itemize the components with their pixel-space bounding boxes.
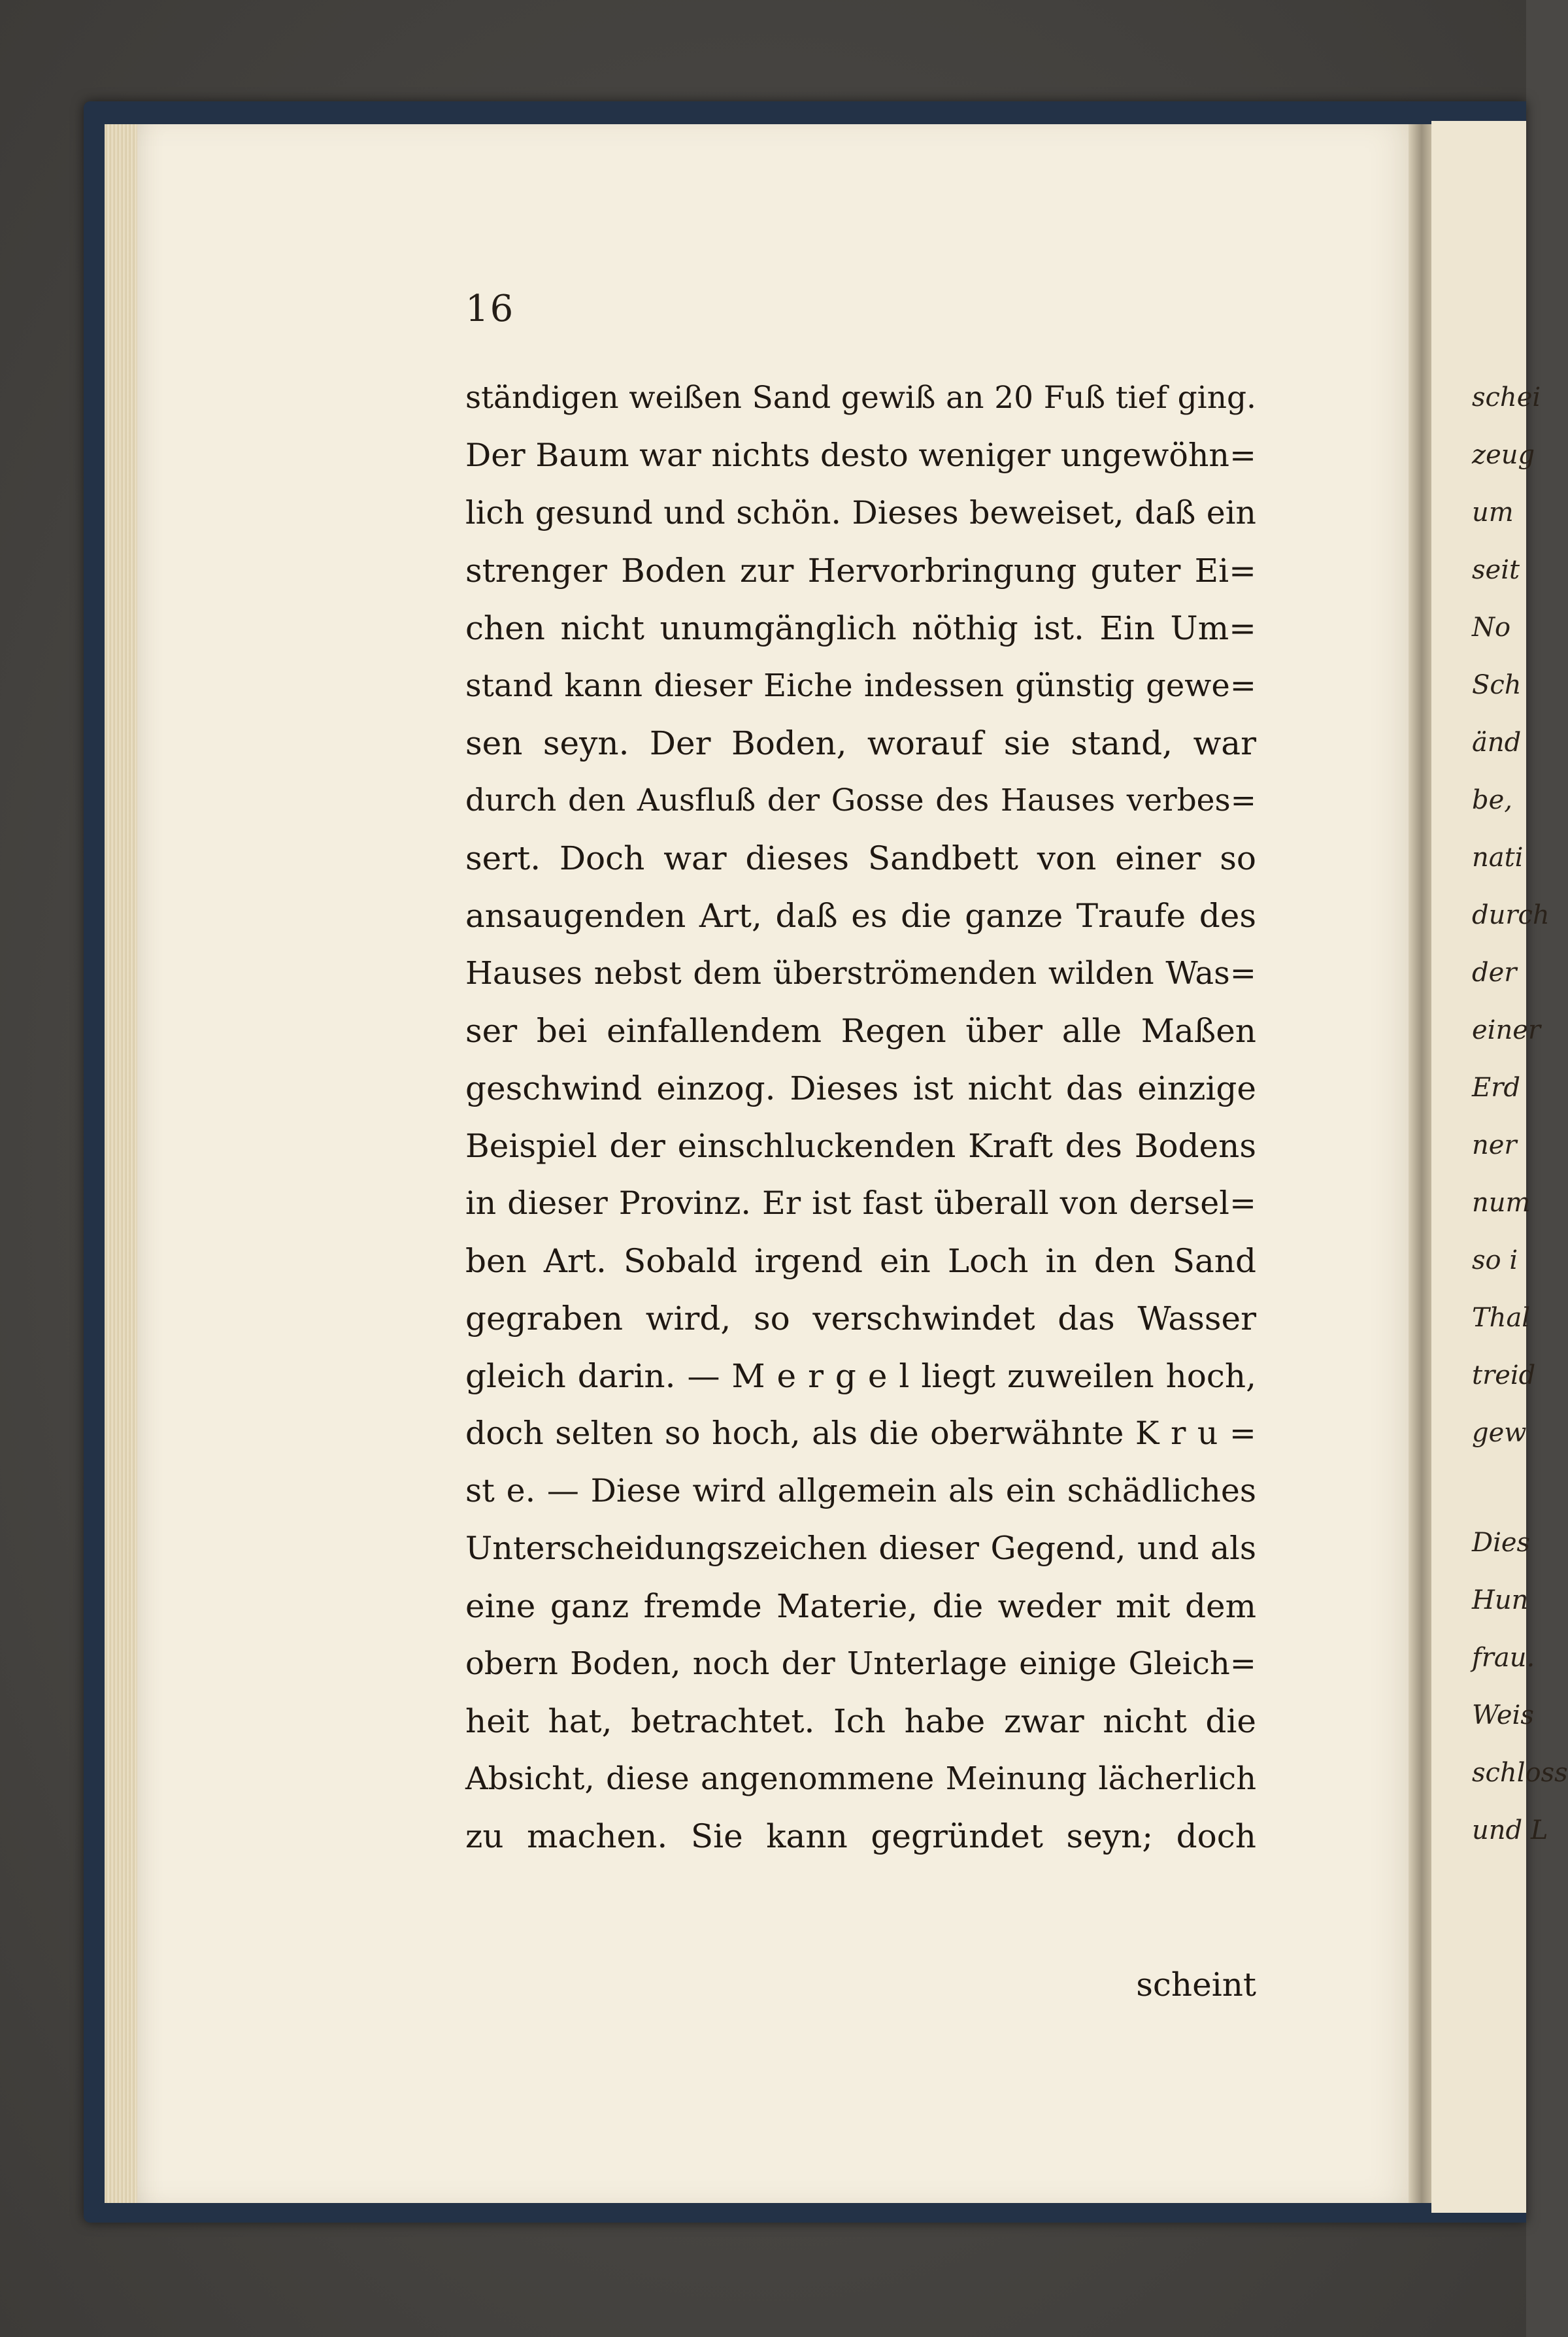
text-line: eine ganz fremde Materie, die weder mit dem [465,1587,1256,1625]
text-line: ser bei einfallendem Regen über alle Maßen [465,1012,1256,1050]
text-line: Beispiel der einschluckenden Kraft des Bodens [465,1127,1256,1165]
text-line: zu machen. Sie kann gegründet seyn; doch [465,1817,1256,1855]
text-line: stand kann dieser Eiche indessen günstig gewe= [465,667,1256,704]
next-page-fragment: und L [1472,1815,1548,1845]
next-page-fragment: änd [1472,728,1522,758]
text-line: in dieser Provinz. Er ist fast überall von dersel= [465,1185,1256,1222]
next-page-fragment: seit [1472,555,1520,585]
text-line: ben Art. Sobald irgend ein Loch in den Sand [465,1242,1256,1280]
next-page-fragment: schloss [1472,1758,1568,1788]
next-page-fragment: num [1472,1188,1531,1218]
next-page-fragment: schei [1472,382,1541,412]
text-line: Absicht, diese angenommene Meinung lächerlich [465,1760,1256,1797]
next-page-fragment: be, [1472,785,1512,815]
catchword: scheint [1136,1966,1256,2004]
next-page-fragment: um [1472,497,1514,528]
next-page-fragment: Hun [1472,1585,1529,1615]
text-line: obern Boden, noch der Unterlage einige Gleich= [465,1645,1256,1682]
next-page-fragment: ner [1472,1130,1517,1160]
next-page-fragment: durch [1472,900,1550,930]
text-line: Unterscheidungszeichen dieser Gegend, und als [465,1530,1256,1567]
book-gutter [1409,124,1435,2203]
text-line: durch den Ausfluß der Gosse des Hauses verbes= [465,782,1256,818]
next-page-fragment: Weis [1472,1700,1534,1730]
next-page-fragment: No [1472,613,1511,643]
text-line: gleich darin. — M e r g e l liegt zuweilen hoch, [465,1357,1256,1395]
text-line: sen seyn. Der Boden, worauf sie stand, war [465,724,1256,762]
text-line: strenger Boden zur Hervorbringung guter Ei= [465,552,1256,590]
text-line: Der Baum war nichts desto weniger ungewöhn= [465,437,1256,474]
next-page-fragment: einer [1472,1015,1541,1045]
text-line: heit hat, betrachtet. Ich habe zwar nicht die [465,1702,1256,1740]
page-number: 16 [465,288,515,330]
text-line: chen nicht unumgänglich nöthig ist. Ein Um= [465,609,1256,647]
text-line: ständigen weißen Sand gewiß an 20 Fuß tief ging. [465,380,1256,416]
text-line: gegraben wird, so verschwindet das Wasser [465,1300,1256,1337]
next-page-fragment: gew [1472,1418,1527,1448]
next-page-fragment: treid [1472,1360,1536,1390]
text-line: lich gesund und schön. Dieses beweiset, daß ein [465,494,1256,531]
text-line: geschwind einzog. Dieses ist nicht das einzige [465,1069,1256,1107]
text-line: st e. — Diese wird allgemein als ein schädliches [465,1472,1256,1509]
next-page-fragment: frau. [1472,1643,1535,1673]
text-line: sert. Doch war dieses Sandbett von einer so [465,839,1256,877]
next-page-fragment: Sch [1472,670,1522,700]
next-page-fragment: Dies [1472,1528,1531,1558]
next-page-fragment: Erd [1472,1073,1520,1103]
text-line: ansaugenden Art, daß es die ganze Traufe des [465,897,1256,935]
next-page-fragment: Thal [1472,1303,1531,1333]
body-text [465,369,1256,1865]
next-page-fragment: zeug [1472,440,1535,470]
text-line: doch selten so hoch, als die oberwähnte K r u = [465,1415,1256,1452]
next-page-fragment: so i [1472,1245,1518,1275]
next-page-fragment: der [1472,958,1517,988]
text-line: Hauses nebst dem überströmenden wilden Was= [465,955,1256,992]
next-page-fragment: nati [1472,843,1524,873]
right-page-edge [1431,121,1568,2213]
